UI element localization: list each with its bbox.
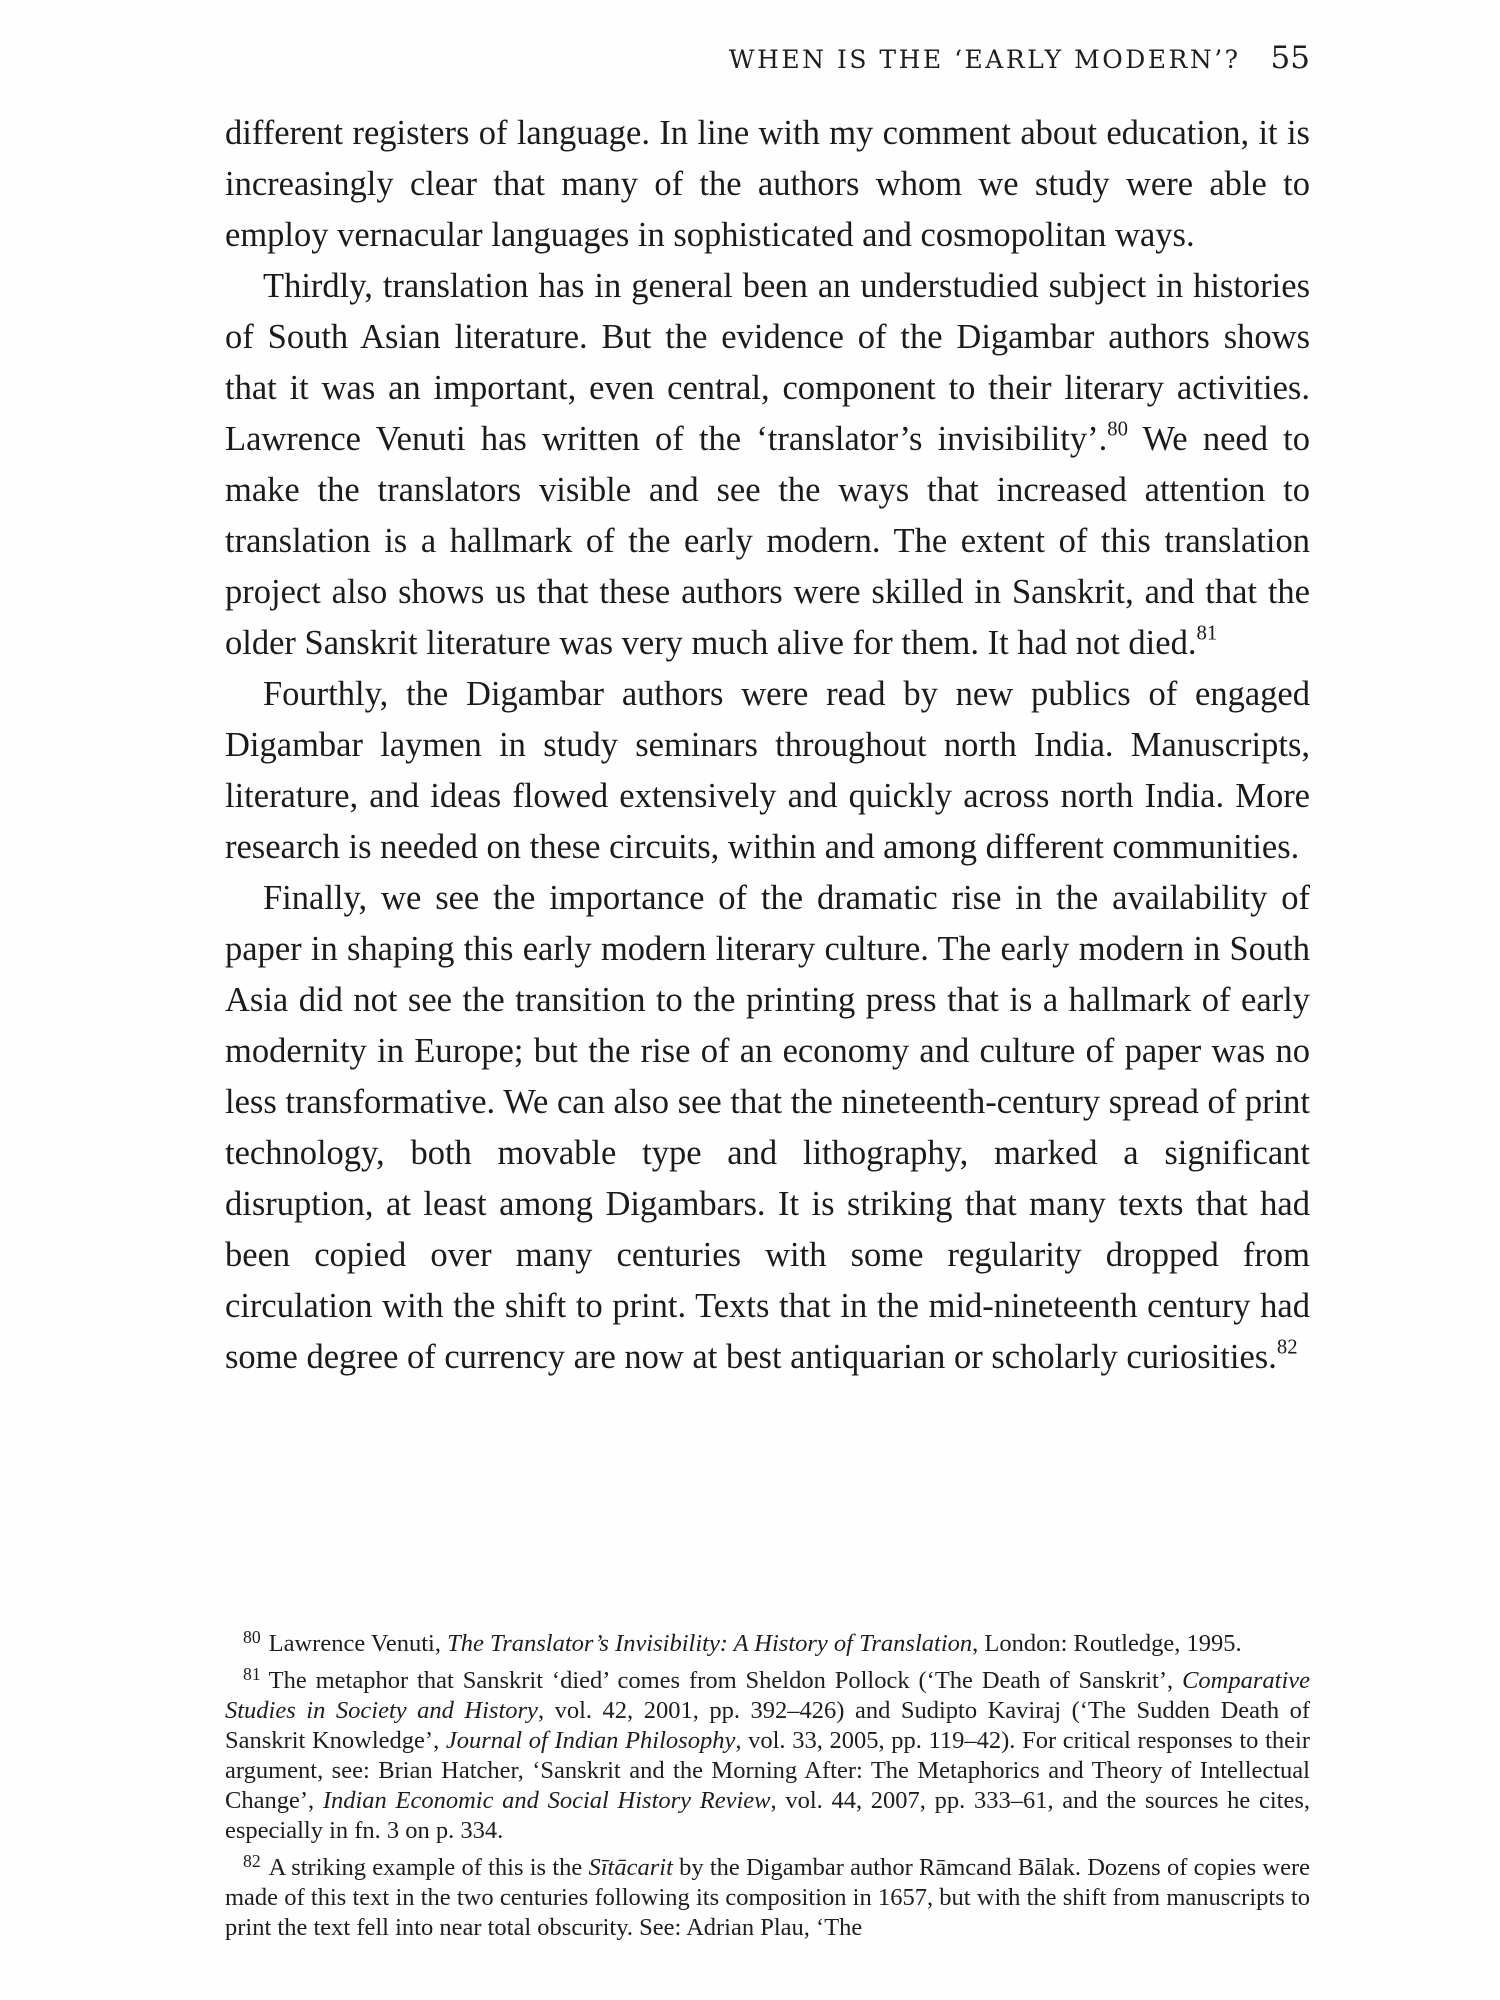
footnote-81 [225,1659,1310,1846]
footnote-80 [225,1622,1310,1659]
paragraph [225,669,1310,873]
paragraph-text: Finally, we see the importance of the dramatic rise in the availability of paper in shaping this early modern literary culture. The early modern in South Asia did not see the transition to the printing press that is a hallmark of early modernity in Europe; but the rise of an economy and culture of paper was no less transformative. We can also see that the nineteenth-century spread of print technology, both movable type and lithography, marked a significant disruption, at least among Digambars. It is striking that many texts that had been copied over many centuries with some regularity dropped from circulation with the shift to print. Texts that in the mid-nineteenth century had some degree of currency are now at best antiquarian or scholarly curiosities. [225,879,1310,1376]
footnote-text: A striking example of this is the Sītācarit by the Digambar author Rāmcand Bālak. Dozens of copies were made of this text in the two centuries following its composition in 1657, but with the shift from manuscripts to print the text fell into near total obscurity. See: Adrian Plau, ‘The [225,1853,1310,1941]
body-text [225,108,1310,1383]
paragraph-text: We need to make the translators visible and see the ways that increased attention to translation is a hallmark of the early modern. The extent of this translation project also shows us that these authors were skilled in Sanskrit, and that the older Sanskrit literature was very much alive for them. It had not died. [225,420,1310,662]
paragraph [225,108,1310,261]
paragraph-text: Fourthly, the Digambar authors were read by new publics of engaged Digambar laymen in study seminars throughout north India. Manuscripts, literature, and ideas flowed extensively and quickly across north India. More research is needed on these circuits, within and among different communities. [225,675,1310,866]
italic-title: Indian Economic and Social History Review [322,1786,771,1814]
footnote-ref-81[interactable]: 81 [1196,622,1218,645]
footnote-number: 81 [243,1663,261,1684]
footnote-82 [225,1846,1310,1943]
page-number: 55 [1270,40,1310,76]
italic-title: Sītācarit [588,1853,673,1881]
footnote-text: The metaphor that Sanskrit ‘died’ comes from Sheldon Pollock (‘The Death of Sanskrit’, Comparative Studies in Society and History, vol. 42, 2001, pp. 392–426) and Sudipto Kaviraj (‘The Sudden Death of Sanskrit Knowledge’, Journal of Indian Philosophy, vol. 33, 2005, pp. 119–42). For critical responses to their argument, see: Brian Hatcher, ‘Sanskrit and the Morning After: The Metaphorics and Theory of Intellectual Change’, Indian Economic and Social History Review, vol. 44, 2007, pp. 333–61, and the sources he cites, especially in fn. 3 on p. 334. [225,1666,1311,1844]
paragraph-text: Thirdly, translation has in general been an understudied subject in histories of South Asian literature. But the evidence of the Digambar authors shows that it was an important, even central, component to their literary activities. Lawrence Venuti has written of the ‘translator’s invisibility’. [225,267,1310,458]
footnote-number: 82 [243,1850,261,1871]
footnote-ref-82[interactable]: 82 [1276,1336,1298,1359]
italic-title: Journal of Indian Philosophy [445,1726,736,1754]
running-head-title: WHEN IS THE ‘EARLY MODERN’? [728,45,1241,74]
paragraph-text: different registers of language. In line with my comment about education, it is increasingly clear that many of the authors whom we study were able to employ vernacular languages in sophisticated and cosmopolitan ways. [225,114,1310,254]
italic-title: Comparative Studies in Society and History [225,1666,1310,1724]
footnote-text: Lawrence Venuti, The Translator’s Invisibility: A History of Translation, London: Routledge, 1995. [268,1629,1242,1657]
footnote-ref-80[interactable]: 80 [1107,418,1128,441]
footnotes [225,1622,1310,1943]
paragraph [225,261,1310,669]
italic-title: The Translator’s Invisibility: A History of Translation [447,1629,973,1657]
paragraph [225,873,1310,1383]
footnote-number: 80 [243,1627,261,1647]
running-head [225,40,1310,76]
